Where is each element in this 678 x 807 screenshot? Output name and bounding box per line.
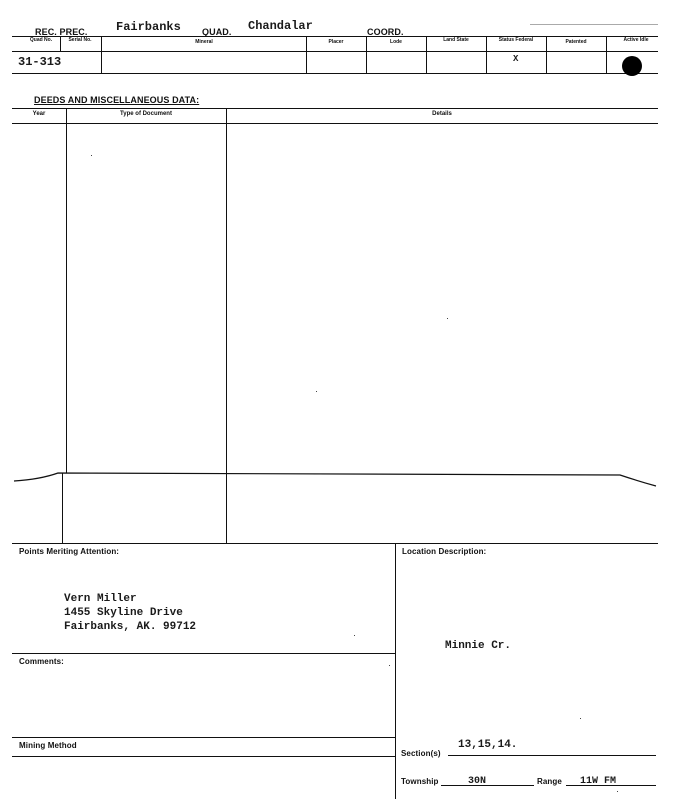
points-address-line3: Fairbanks, AK. 99712 bbox=[64, 621, 197, 633]
mining-bottom-line bbox=[12, 756, 395, 757]
status-federal-mark: X bbox=[513, 54, 519, 64]
quad-label: QUAD. bbox=[202, 27, 232, 37]
col-land-state: Land State bbox=[443, 37, 469, 43]
col-quad-no: Quad No. bbox=[29, 37, 53, 43]
points-label: Points Meriting Attention: bbox=[19, 547, 120, 556]
quad-value: Chandalar bbox=[248, 19, 313, 33]
coord-label: COORD. bbox=[367, 27, 404, 37]
deeds-col-type: Type of Document bbox=[120, 111, 172, 117]
section-label: Section(s) bbox=[401, 749, 441, 758]
range-underline bbox=[566, 785, 656, 786]
township-underline bbox=[441, 785, 534, 786]
rec-prec-label: REC. PREC. bbox=[35, 27, 88, 37]
range-label: Range bbox=[537, 777, 562, 786]
col-active-idle: Active Idle bbox=[623, 37, 649, 43]
speck bbox=[316, 391, 317, 392]
lower-center-vline bbox=[395, 543, 396, 799]
speck bbox=[580, 718, 581, 719]
col-lode: Lode bbox=[390, 39, 402, 45]
col-mineral: Mineral bbox=[195, 39, 213, 45]
deeds-col-year: Year bbox=[32, 111, 46, 117]
comments-bottom-line bbox=[12, 737, 395, 738]
col-status-federal: Status Federal bbox=[498, 37, 534, 43]
comments-label: Comments: bbox=[19, 657, 64, 666]
deeds-col-details: Details bbox=[432, 111, 452, 117]
section-underline bbox=[448, 755, 656, 756]
col-placer: Placer bbox=[328, 39, 344, 45]
section-value: 13,15,14. bbox=[458, 739, 518, 751]
deeds-bottom-line bbox=[12, 543, 658, 544]
col-patented: Patented bbox=[565, 39, 587, 45]
location-value: Minnie Cr. bbox=[445, 640, 512, 652]
mining-method-label: Mining Method bbox=[19, 741, 77, 750]
speck bbox=[447, 318, 448, 319]
rec-prec-value: Fairbanks bbox=[116, 20, 181, 34]
speck bbox=[91, 155, 92, 156]
points-address-line2: 1455 Skyline Drive bbox=[64, 607, 183, 619]
col-serial-no: Serial No. bbox=[68, 37, 92, 43]
location-label: Location Description: bbox=[402, 547, 487, 556]
points-bottom-line bbox=[12, 653, 395, 654]
speck bbox=[617, 791, 618, 792]
quad-serial-value: 31-313 bbox=[18, 55, 62, 69]
township-label: Township bbox=[401, 777, 439, 786]
range-value: 11W FM bbox=[580, 776, 617, 787]
speck bbox=[354, 635, 355, 636]
township-value: 30N bbox=[468, 776, 487, 787]
points-address-line1: Vern Miller bbox=[64, 593, 137, 605]
speck bbox=[389, 665, 390, 666]
deeds-title: DEEDS AND MISCELLANEOUS DATA: bbox=[34, 95, 200, 105]
